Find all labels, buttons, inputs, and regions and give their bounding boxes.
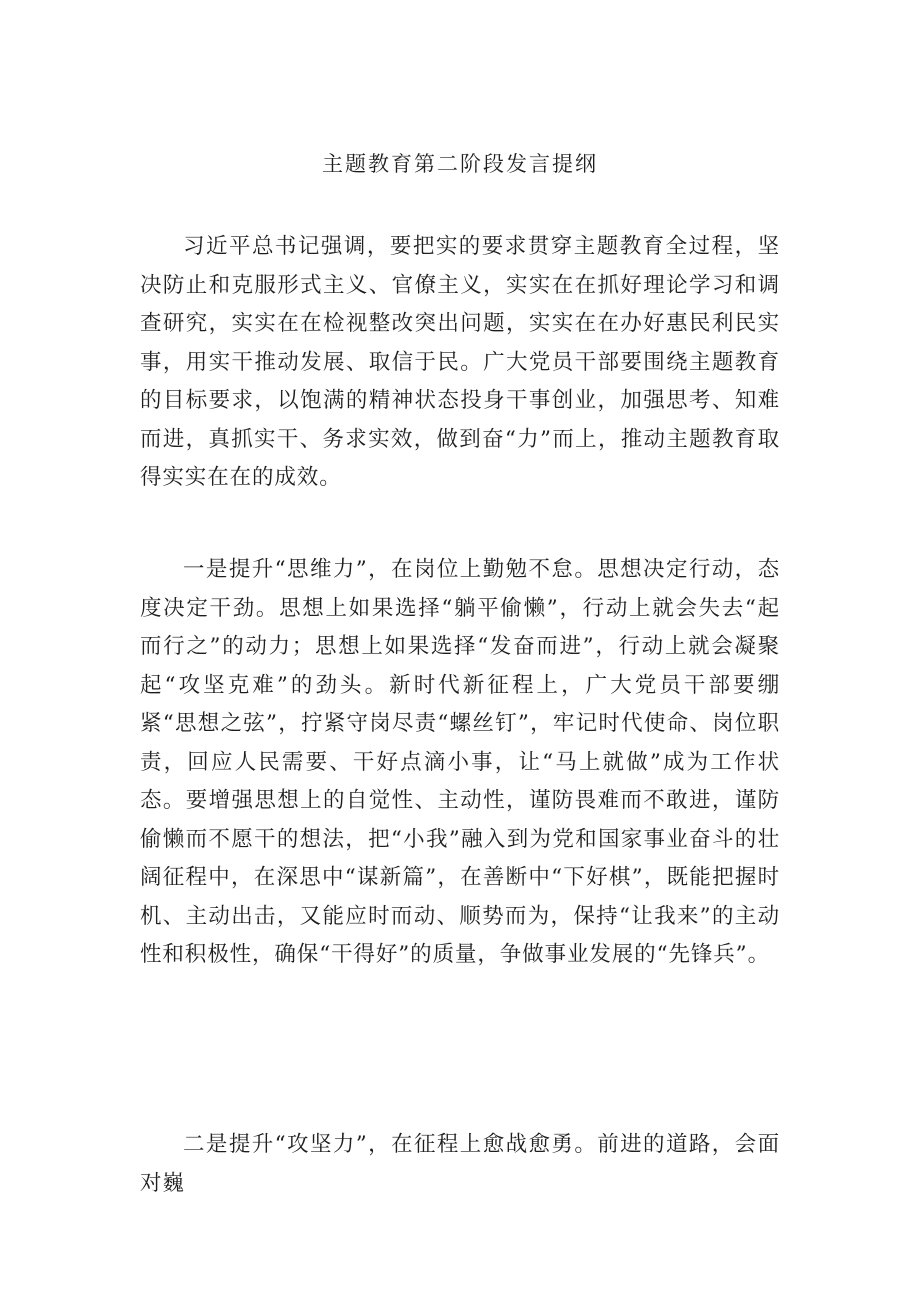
- paragraph-thinking-power: 一是提升“思维力”，在岗位上勤勉不怠。思想决定行动，态度决定干劲。思想上如果选择“躺平偷懒”，行动上就会失去“起而行之”的动力；思想上如果选择“发奋而进”，行动上就会凝聚起“攻坚克难”的劲头。新时代新征程上，广大党员干部要绷紧“思想之弦”，拧紧守岗尽责“螺丝钉”，牢记时代使命、岗位职责，回应人民需要、干好点滴小事，让“马上就做”成为工作状态。要增强思想上的自觉性、主动性，谨防畏难而不敢进，谨防偷懒而不愿干的想法，把“小我”融入到为党和国家事业奋斗的壮阔征程中，在深思中“谋新篇”，在善断中“下好棋”，既能把握时机、主动出击，又能应时而动、顺势而为，保持“让我来”的主动性和积极性，确保“干得好”的质量，争做事业发展的“先锋兵”。: [140, 557, 780, 967]
- paragraph-intro: 习近平总书记强调，要把实的要求贯穿主题教育全过程，坚决防止和克服形式主义、官僚主义，实实在在抓好理论学习和调查研究，实实在在检视整改突出问题，实实在在办好惠民利民实事，用实干推动发展、取信于民。广大党员干部要围绕主题教育的目标要求，以饱满的精神状态投身干事创业，加强思考、知难而进，真抓实干、务求实效，做到奋“力”而上，推动主题教育取得实实在在的成效。: [140, 234, 780, 490]
- paragraph-tackling-power: 二是提升“攻坚力”，在征程上愈战愈勇。前进的道路，会面对巍: [140, 1132, 780, 1196]
- document-title: 主题教育第二阶段发言提纲: [322, 152, 598, 176]
